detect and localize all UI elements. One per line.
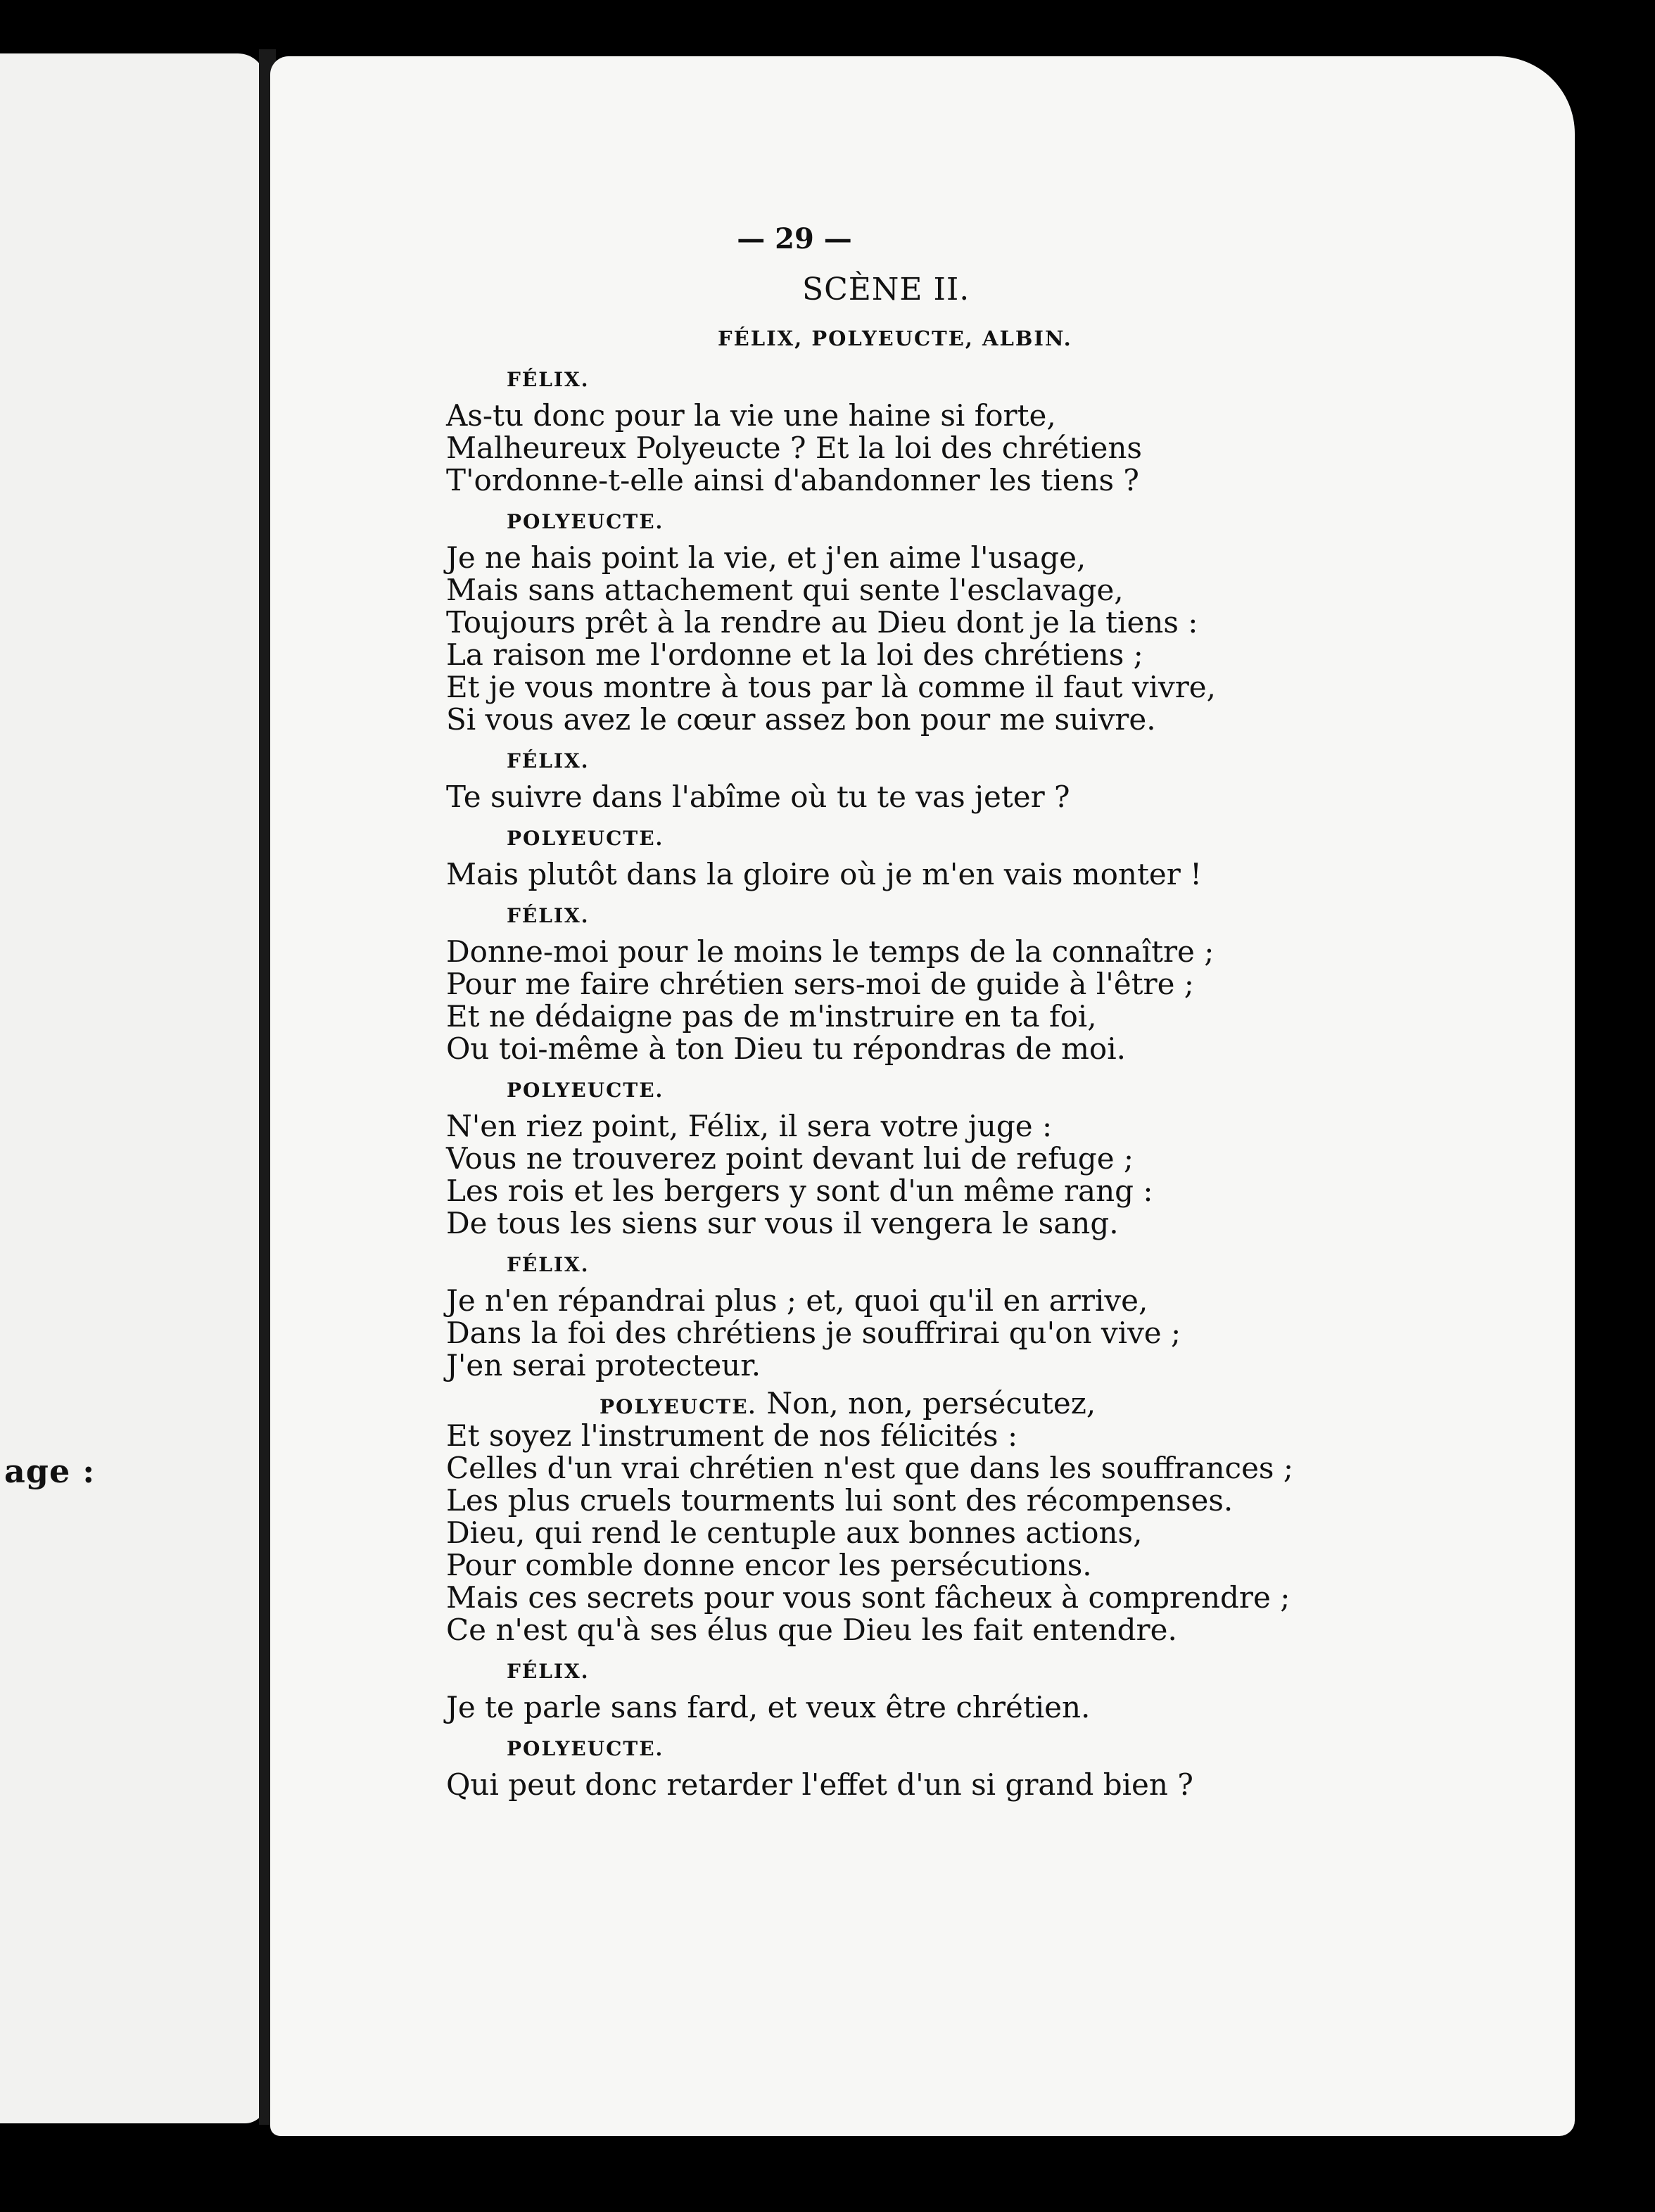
speaker-name: POLYEUCTE. [600, 1395, 757, 1418]
speaker-name: FÉLIX. [507, 1660, 590, 1683]
speaker-name: POLYEUCTE. [507, 1079, 664, 1102]
verse-line: La raison me l'ordonne et la loi des chrétiens ; [446, 637, 1143, 672]
stanza-gap [446, 1065, 1248, 1071]
verse-line: Dans la foi des chrétiens je souffrirai qu'on vive ; [446, 1316, 1181, 1350]
verse-line: Dieu, qui rend le centuple aux bonnes actions, [446, 1515, 1143, 1550]
speaker-name: POLYEUCTE. [507, 827, 664, 850]
verse-line: N'en riez point, Félix, il sera votre juge : [446, 1109, 1053, 1143]
stanza-gap [446, 1801, 1248, 1807]
verse-line: Si vous avez le cœur assez bon pour me suivre. [446, 702, 1156, 737]
verse-line: Ou toi-même à ton Dieu tu répondras de moi. [446, 1031, 1126, 1066]
verse-line: J'en serai protecteur. [446, 1348, 761, 1382]
stanza-gap [446, 497, 1248, 502]
verse-line: Celles d'un vrai chrétien n'est que dans les souffrances ; [446, 1451, 1293, 1485]
verse-line: Mais ces secrets pour vous sont fâcheux à comprendre ; [446, 1580, 1291, 1615]
verse-line: Pour me faire chrétien sers-moi de guide à l'être ; [446, 967, 1194, 1001]
left-page [0, 53, 266, 2123]
left-page-fragment: age : [4, 1452, 96, 1490]
verse-line: Qui peut donc retarder l'effet d'un si grand bien ? [446, 1767, 1193, 1802]
stanza-gap [446, 1646, 1248, 1652]
scene-title: SCÈNE II. [802, 272, 970, 307]
verse-line: Toujours prêt à la rendre au Dieu dont je la tiens : [446, 605, 1198, 640]
verse-line: Mais plutôt dans la gloire où je m'en vais monter ! [446, 857, 1203, 891]
dialogue [446, 360, 1293, 1807]
stanza-gap [446, 1240, 1248, 1245]
character-list: FÉLIX, POLYEUCTE, ALBIN. [718, 326, 1072, 350]
verse-line: Vous ne trouverez point devant lui de refuge ; [446, 1141, 1134, 1176]
page-number: — 29 — [737, 222, 852, 255]
verse-line: Mais sans attachement qui sente l'esclavage, [446, 573, 1124, 607]
stanza-gap [446, 1724, 1248, 1729]
verse-line: Et ne dédaigne pas de m'instruire en ta foi, [446, 999, 1097, 1034]
play-text [446, 222, 1293, 1807]
verse-line: T'ordonne-t-elle ainsi d'abandonner les tiens ? [446, 463, 1139, 497]
stanza-gap [446, 813, 1248, 819]
verse-line: De tous les siens sur vous il vengera le sang. [446, 1206, 1119, 1240]
speaker-name: FÉLIX. [507, 1253, 590, 1276]
stanza-gap [446, 891, 1248, 896]
stanza-gap [446, 736, 1248, 742]
speaker-name: POLYEUCTE. [507, 1737, 664, 1760]
verse-line: Malheureux Polyeucte ? Et la loi des chrétiens [446, 431, 1142, 465]
verse-line: Non, non, persécutez, [766, 1386, 1096, 1420]
verse-line: Les plus cruels tourments lui sont des récompenses. [446, 1483, 1234, 1518]
speaker-name: FÉLIX. [507, 368, 590, 391]
verse-line: Et soyez l'instrument de nos félicités : [446, 1418, 1018, 1453]
speaker-name: FÉLIX. [507, 904, 590, 927]
verse-line: Donne-moi pour le moins le temps de la connaître ; [446, 934, 1215, 969]
verse-line: Pour comble donne encor les persécutions. [446, 1548, 1092, 1582]
verse-line: Te suivre dans l'abîme où tu te vas jeter ? [446, 780, 1070, 814]
verse-line: Je ne hais point la vie, et j'en aime l'usage, [446, 540, 1086, 575]
speaker-name: POLYEUCTE. [507, 510, 664, 533]
verse-line: Et je vous montre à tous par là comme il faut vivre, [446, 670, 1217, 704]
verse-line: Je n'en répandrai plus ; et, quoi qu'il en arrive, [446, 1283, 1148, 1318]
verse-line: Ce n'est qu'à ses élus que Dieu les fait entendre. [446, 1613, 1177, 1647]
verse-line: Les rois et les bergers y sont d'un même rang : [446, 1174, 1153, 1208]
verse-line-with-speaker [446, 1387, 1248, 1420]
verse-line: Je te parle sans fard, et veux être chrétien. [446, 1690, 1091, 1724]
speaker-name: FÉLIX. [507, 749, 590, 773]
verse-line: As-tu donc pour la vie une haine si forte, [446, 398, 1056, 433]
